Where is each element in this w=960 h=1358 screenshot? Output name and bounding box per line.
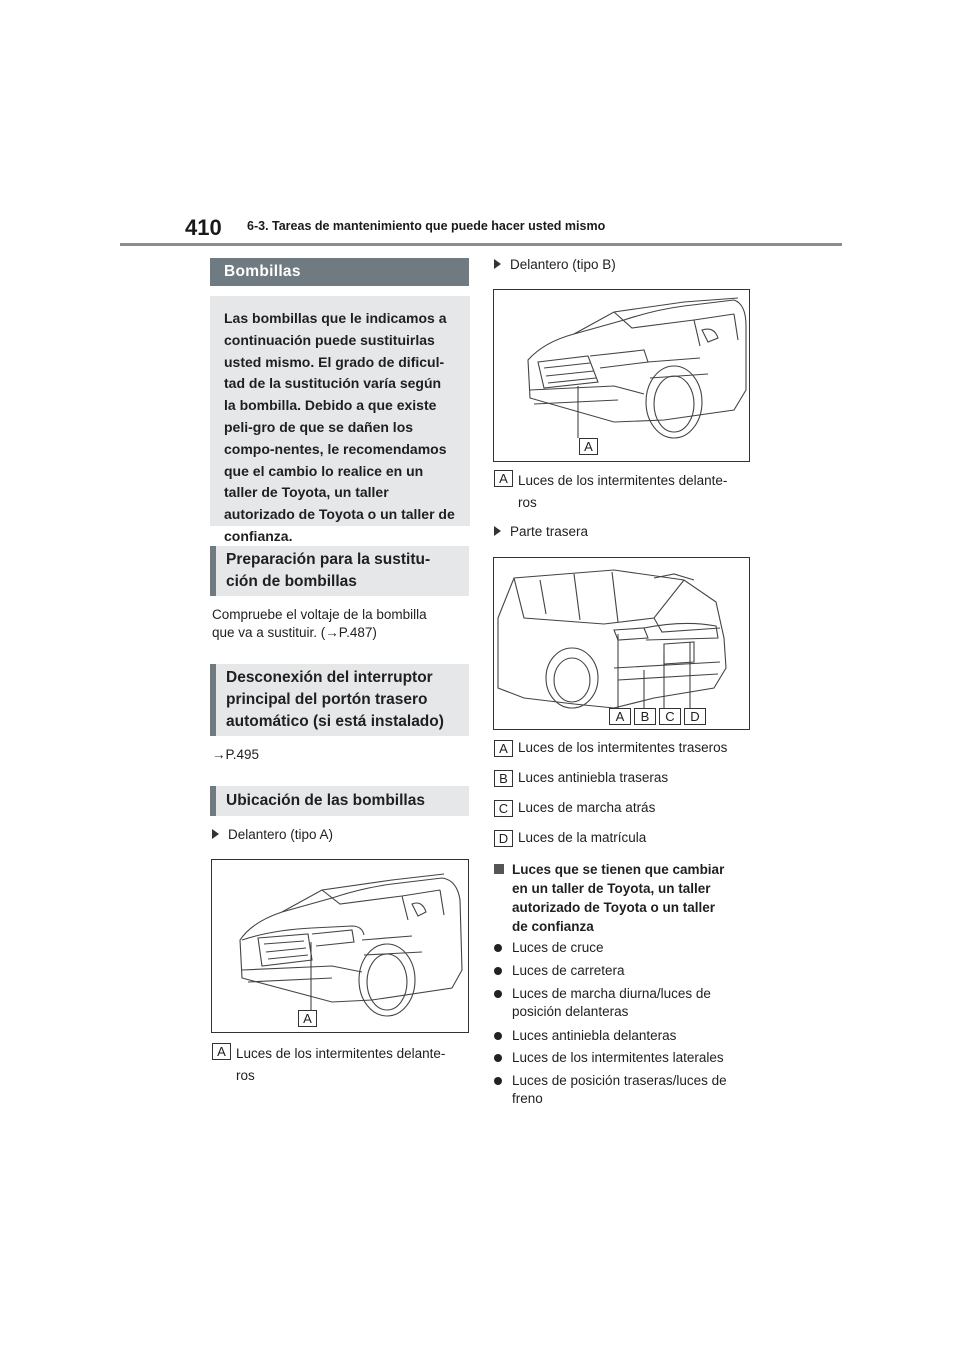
rear-legend-key: A [494,740,513,757]
dealer-heading-line4: de confianza [512,919,594,934]
front-a-label-text: Delantero (tipo A) [228,827,334,842]
rear-legend-text: Luces de marcha atrás [518,800,656,815]
rear-label-text: Parte trasera [510,524,589,539]
front-b-label-text: Delantero (tipo B) [510,257,616,272]
suv-front-b-illustration [494,290,749,461]
dealer-item [494,1027,676,1045]
bullet-dot-icon [494,944,502,952]
front-b-callout-a: A [579,438,598,455]
rear-legend-text: Luces de la matrícula [518,830,647,845]
dealer-item [494,962,625,980]
front-a-legend-line2: ros [236,1068,255,1083]
front-a-legend [212,1043,472,1087]
rear-callout-a: A [609,708,631,725]
rear-callout-d: D [684,708,706,725]
rear-legend-text: Luces antiniebla traseras [518,770,669,785]
rear-legend-d [494,830,646,847]
dealer-item [494,1072,727,1108]
prep-heading-line2: ción de bombillas [226,573,357,590]
rear-callouts [609,708,706,725]
disconnect-heading-line3: automático (si está instalado) [226,713,444,730]
rear-legend-key: C [494,800,513,817]
front-b-legend [494,470,754,514]
prep-heading-line1: Preparación para la sustitu- [226,551,431,568]
dealer-item [494,939,604,957]
front-a-callout-a: A [298,1010,317,1027]
disconnect-ref: →P.495 [212,747,260,762]
rear-legend-c [494,800,655,817]
front-b-legend-line2: ros [518,495,537,510]
rear-legend-text: Luces de los intermitentes traseros [518,740,728,755]
bullet-dot-icon [494,1032,502,1040]
triangle-bullet-icon [212,829,219,839]
front-a-legend-key: A [212,1043,231,1060]
dealer-heading-line2: en un taller de Toyota, un taller [512,881,711,896]
dealer-heading-line1: Luces que se tienen que cambiar [512,862,725,877]
front-b-figure [493,289,750,462]
square-bullet-icon [494,864,504,874]
suv-rear-illustration [494,558,749,729]
front-b-label [494,256,616,274]
header-rule [120,243,842,246]
rear-callout-c: C [659,708,681,725]
bullet-dot-icon [494,1054,502,1062]
disconnect-heading-line2: principal del portón trasero [226,691,428,708]
prep-text [212,606,472,642]
disconnect-heading-line1: Desconexión del interruptor [226,669,433,686]
intro-box [210,296,470,544]
intro-text: Las bombillas que le indicamos a continuación puede sustituirlas usted mismo. El grado de dificul-tad de la sustitución varía según la bombilla. Debido a que existe peli-gro de que se dañen los compo-nentes, le recomendamos que el cambio lo realice en un taller de Toyota, un taller autorizado de Toyota o un taller de confianza. [224,310,455,544]
dealer-item-text: Luces de cruce [512,940,604,955]
dealer-item [494,1049,724,1067]
rear-legend-a [494,740,727,757]
prep-heading [210,546,469,596]
dealer-item-text-line2: freno [512,1091,543,1106]
page-number: 410 [185,215,222,240]
dealer-heading-line3: autorizado de Toyota o un taller [512,900,716,915]
bullet-dot-icon [494,967,502,975]
triangle-bullet-icon [494,526,501,536]
running-header: 6-3. Tareas de mantenimiento que puede hacer usted mismo [247,219,606,233]
rear-label [494,523,588,541]
disconnect-heading [210,664,469,736]
dealer-item-text: Luces antiniebla delanteras [512,1028,677,1043]
dealer-item-text: Luces de los intermitentes laterales [512,1050,724,1065]
prep-text-line2: que va a sustituir. (→P.487) [212,625,377,640]
front-a-legend-line1: Luces de los intermitentes delante- [236,1046,446,1061]
dealer-item [494,985,711,1021]
front-b-legend-line1: Luces de los intermitentes delante- [518,473,728,488]
bullet-dot-icon [494,1077,502,1085]
dealer-item-text-line1: Luces de marcha diurna/luces de [512,986,711,1001]
dealer-item-text-line2: posición delanteras [512,1004,629,1019]
triangle-bullet-icon [494,259,501,269]
rear-figure [493,557,750,730]
bullet-dot-icon [494,990,502,998]
front-b-legend-key: A [494,470,513,487]
rear-legend-key: D [494,830,513,847]
dealer-item-text-line1: Luces de posición traseras/luces de [512,1073,727,1088]
front-a-label [212,826,333,844]
rear-legend-key: B [494,770,513,787]
location-heading [210,786,469,816]
dealer-item-text: Luces de carretera [512,963,625,978]
suv-front-a-illustration [212,860,468,1032]
dealer-heading [494,860,764,936]
front-a-figure [211,859,469,1033]
rear-legend-b [494,770,668,787]
prep-text-line1: Compruebe el voltaje de la bombilla [212,607,427,622]
main-heading: Bombillas [210,258,469,286]
rear-callout-b: B [634,708,656,725]
location-heading-text: Ubicación de las bombillas [226,792,425,809]
